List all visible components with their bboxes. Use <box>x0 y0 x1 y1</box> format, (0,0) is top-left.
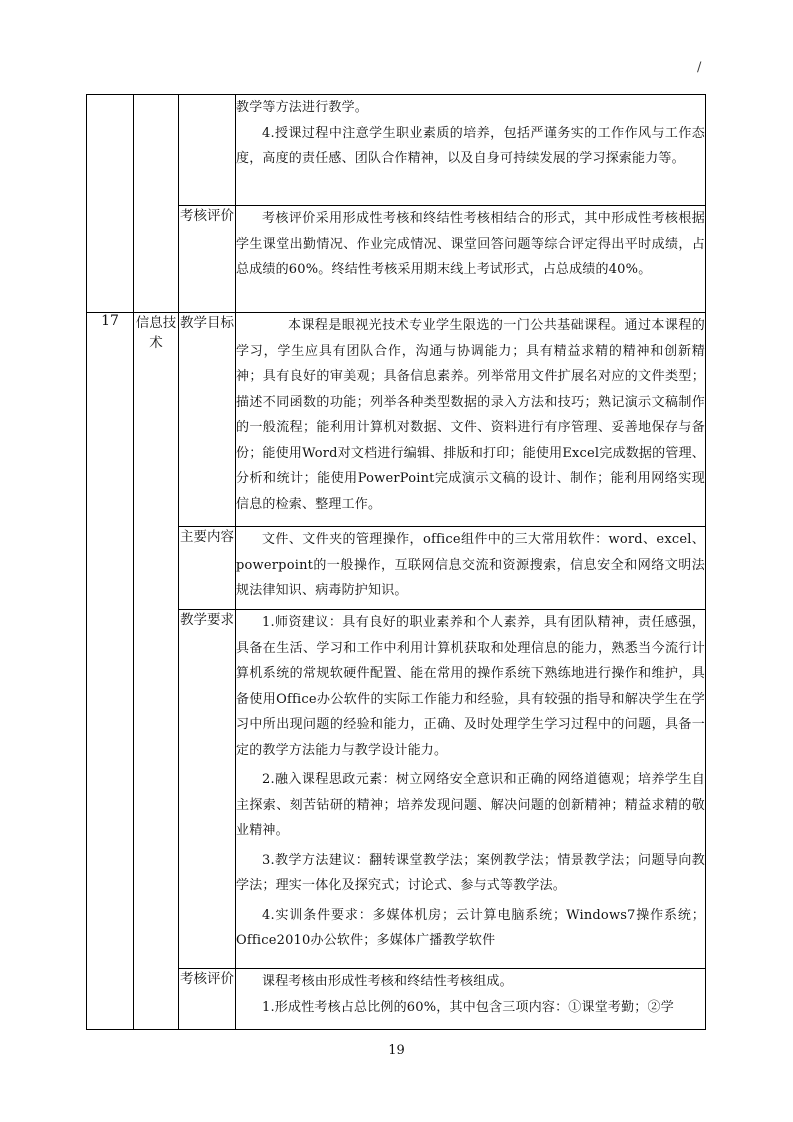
course-number: 17 <box>87 313 134 1030</box>
requirements-item-3: 3.教学方法建议：翻转课堂教学法；案例教学法；情景教学法；问题导向教学法；理实一体化及探究式；讨论式、参与式等教学法。 <box>236 852 705 893</box>
content-label: 主要内容 <box>179 527 236 610</box>
label-cell-empty <box>179 95 236 206</box>
requirements-item-4: 4.实训条件要求：多媒体机房；云计算电脑系统；Windows7操作系统；Office2010办公软件；多媒体广播教学软件 <box>236 907 705 948</box>
number-cell-empty <box>87 95 134 313</box>
assessment-text <box>236 206 706 313</box>
table-row <box>87 95 706 206</box>
course-table <box>86 94 706 1030</box>
table-row <box>87 313 706 527</box>
corner-mark: / <box>697 60 702 75</box>
table-row <box>87 527 706 610</box>
requirements-item-4: 4.授课过程中注意学生职业素质的培养，包括严谨务实的工作作风与工作态度，高度的责任感、团队合作精神，以及自身可持续发展的学习探索能力等。 <box>236 125 705 166</box>
requirements-tail-line: 教学等方法进行教学。 <box>236 100 369 115</box>
course-name-cell-empty <box>134 95 179 313</box>
assessment-label: 考核评价 <box>179 969 236 1030</box>
requirements-label: 教学要求 <box>179 610 236 969</box>
assessment-item-1: 1.形成性考核占总比例的60%，其中包含三项内容：①课堂考勤；②学 <box>262 999 674 1015</box>
table-row <box>87 206 706 313</box>
content-paragraph: 文件、文件夹的管理操作，office组件中的三大常用软件：word、excel、powerpoint的一般操作，互联网信息交流和资源搜索，信息安全和网络文明法规法律知识、病毒防护知识。 <box>236 532 705 598</box>
goals-label: 教学目标 <box>179 313 236 527</box>
teaching-requirements-continued <box>236 95 706 206</box>
content-text <box>236 527 706 610</box>
requirements-text <box>236 610 706 969</box>
assessment-paragraph: 考核评价采用形成性考核和终结性考核相结合的形式，其中形成性考核根据学生课堂出勤情况、作业完成情况、课堂回答问题等综合评定得出平时成绩，占总成绩的60%。终结性考核采用期末线上考试形式，占总成绩的40%。 <box>236 211 705 277</box>
table-row <box>87 969 706 1030</box>
page-number: 19 <box>388 1043 405 1058</box>
requirements-item-1: 1.师资建议：具有良好的职业素养和个人素养，具有团队精神，责任感强，具备在生活、学习和工作中利用计算机获取和处理信息的能力，熟悉当今流行计算机系统的常规软硬件配置、能在常用的操作系统下熟练地进行操作和维护，具备使用Office办公软件的实际工作能力和经验，具有较强的指导和解决学生在学习中所出现问题的经验和能力，正确、及时处理学生学习过程中的问题，具备一定的教学方法能力与教学设计能力。 <box>236 615 705 758</box>
course-name: 信息技术 <box>134 313 179 1030</box>
table-row <box>87 610 706 969</box>
assessment-text <box>236 969 706 1030</box>
goals-paragraph: 本课程是眼视光技术专业学生限选的一门公共基础课程。通过本课程的学习，学生应具有团队合作，沟通与协调能力；具有精益求精的精神和创新精神；具有良好的审美观；具备信息素养。列举常用文件扩展名对应的文件类型；描述不同函数的功能；列举各种类型数据的录入方法和技巧；熟记演示文稿制作的一般流程；能利用计算机对数据、文件、资料进行有序管理、妥善地保存与备份；能使用Word对文档进行编辑、排版和打印；能使用Excel完成数据的管理、分析和统计；能使用PowerPoint完成演示文稿的设计、制作；能利用网络实现信息的检索、整理工作。 <box>236 318 705 512</box>
requirements-item-2: 2.融入课程思政元素：树立网络安全意识和正确的网络道德观；培养学生自主探索、刻苦钻研的精神；培养发现问题、解决问题的创新精神；精益求精的敬业精神。 <box>236 772 705 838</box>
assessment-intro: 课程考核由形成性考核和终结性考核组成。 <box>262 974 513 989</box>
assessment-label: 考核评价 <box>179 206 236 313</box>
goals-text <box>236 313 706 527</box>
